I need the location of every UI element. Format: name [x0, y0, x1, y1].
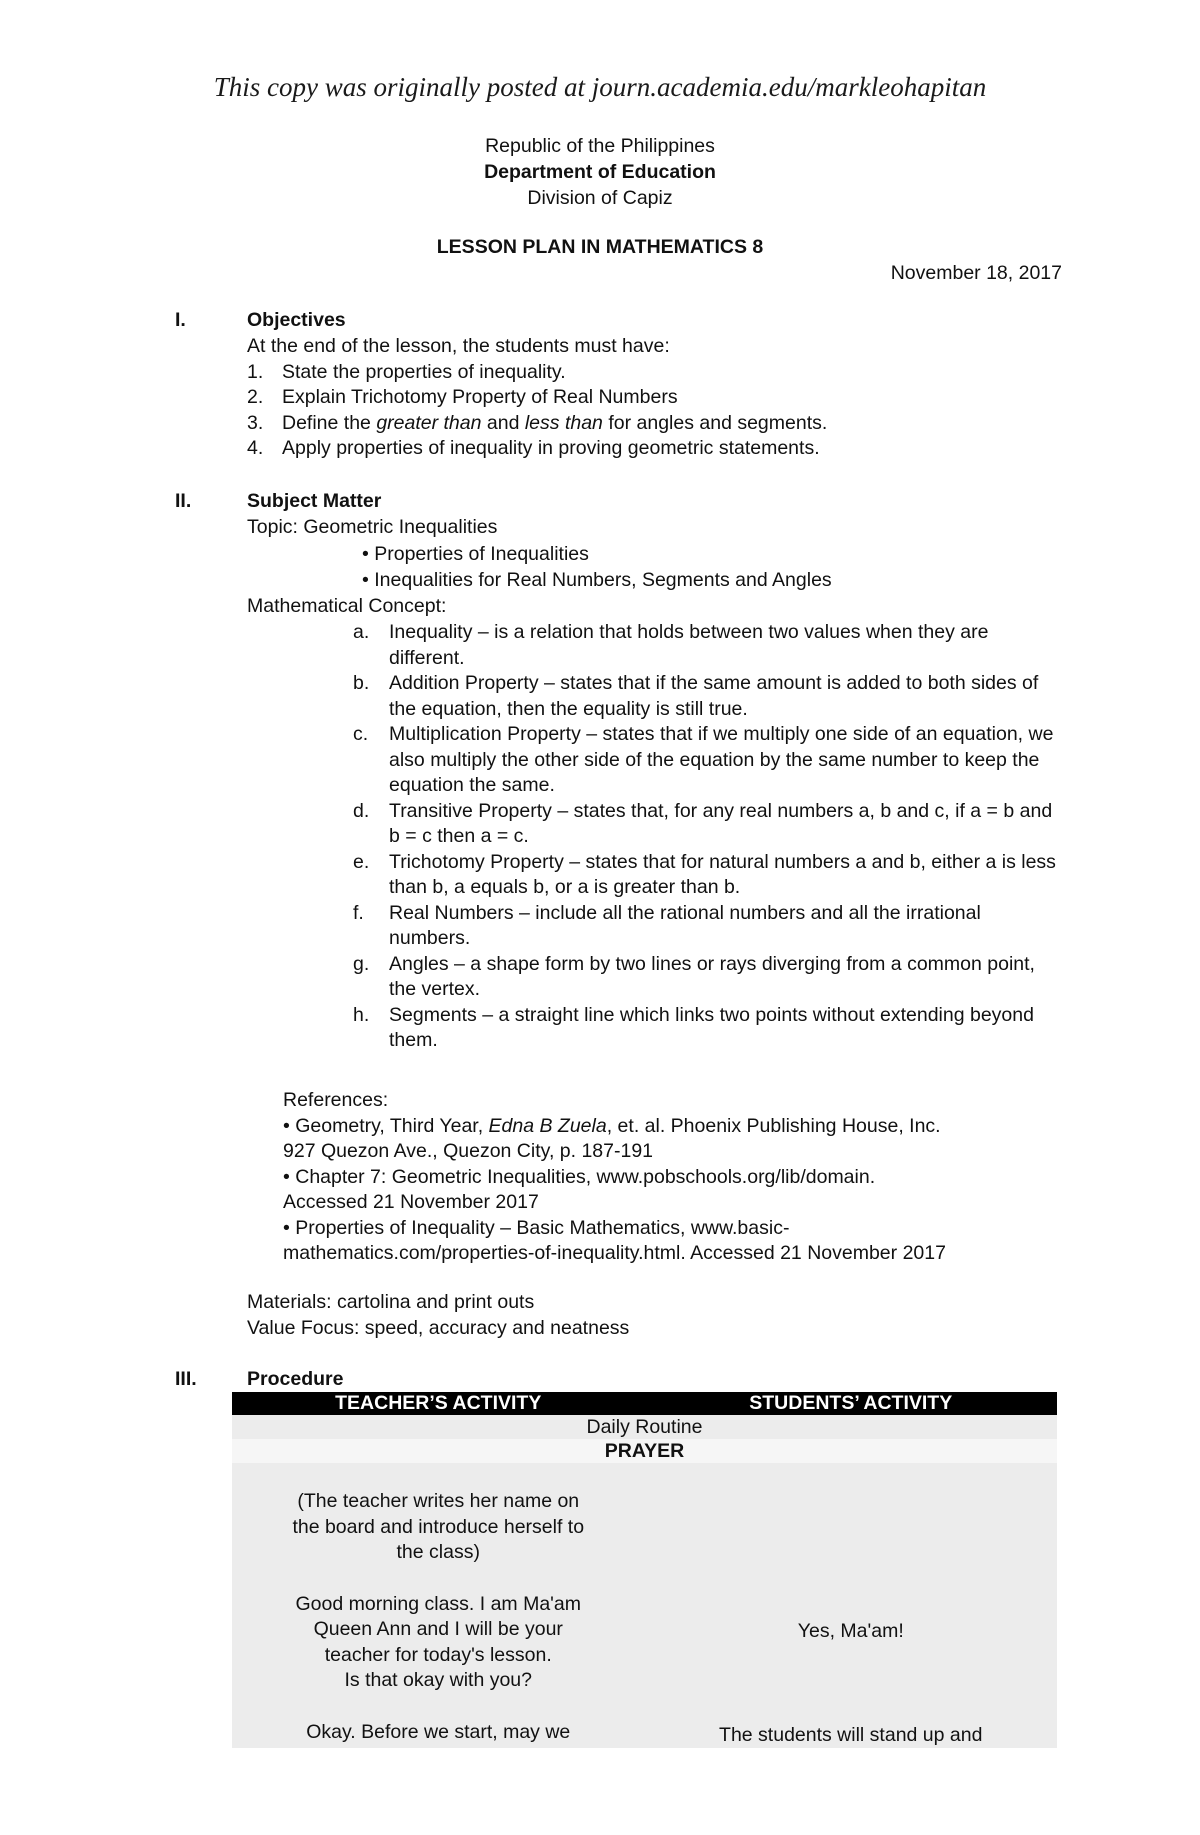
concept-item: c. Multiplication Property – states that if we multiply one side of an equation, we also multiply the other side of the equation by the same number to keep the equation the same.: [353, 723, 1054, 796]
topic-bullet-list: [247, 542, 1067, 594]
activity-row: [232, 1463, 1057, 1748]
value-focus-line: Value Focus: speed, accuracy and neatness: [247, 1316, 630, 1339]
students-activity-header: STUDENTS’ ACTIVITY: [645, 1392, 1058, 1415]
teacher-text-line: Okay. Before we start, may we: [306, 1720, 571, 1743]
concepts-list: [353, 620, 1065, 1054]
reference-item-line: 927 Quezon Ave., Quezon City, p. 187-191: [283, 1140, 654, 1162]
concept-heading: Mathematical Concept:: [247, 594, 447, 617]
lesson-date: November 18, 2017: [890, 262, 1062, 284]
topic-bullet: • Properties of Inequalities: [362, 542, 589, 565]
concept-item: d. Transitive Property – states that, for any real numbers a, b and c, if a = b and b = c then a = c.: [353, 799, 1053, 847]
document-header: [0, 133, 1200, 211]
teacher-text-line: (The teacher writes her name on: [297, 1490, 580, 1512]
concept-item: b. Addition Property – states that if the same amount is added to both sides of the equation, then the equality is still true.: [353, 672, 1039, 720]
references-block: [283, 1088, 1063, 1267]
teacher-activity-cell: [232, 1463, 645, 1748]
subject-number: II.: [175, 490, 192, 512]
objective-item: 1. State the properties of inequality.: [247, 360, 566, 383]
department-line: Department of Education: [484, 161, 716, 183]
division-line: Division of Capiz: [527, 187, 673, 209]
procedure-table-header: [232, 1392, 1057, 1415]
concept-item: e. Trichotomy Property – states that for natural numbers a and b, either a is less than b, a equals b, or a is greater than b.: [353, 850, 1056, 898]
reference-item: • Properties of Inequality – Basic Mathematics, www.basic-: [283, 1216, 790, 1239]
student-reply: Yes, Ma'am!: [797, 1620, 904, 1642]
daily-routine-cell: Daily Routine: [232, 1415, 1057, 1439]
objectives-block: [247, 334, 1067, 462]
reference-item: • Geometry, Third Year, Edna B Zuela, et. al. Phoenix Publishing House, Inc.: [283, 1114, 941, 1137]
objective-item: 2. Explain Trichotomy Property of Real Numbers: [247, 386, 678, 408]
teacher-activity-header: TEACHER’S ACTIVITY: [232, 1392, 645, 1415]
teacher-text-line: the board and introduce herself to: [292, 1515, 585, 1538]
procedure-number: III.: [175, 1368, 197, 1390]
watermark-text: This copy was originally posted at journ.academia.edu/markleohapitan: [213, 72, 987, 102]
objectives-heading: Objectives: [247, 309, 346, 331]
prayer-row: [232, 1439, 1057, 1463]
student-text-line: The students will stand up and: [719, 1723, 983, 1746]
topic-bullet: • Inequalities for Real Numbers, Segments and Angles: [362, 569, 832, 591]
objective-item: 4. Apply properties of inequality in proving geometric statements.: [247, 437, 820, 459]
materials-line: Materials: cartolina and print outs: [247, 1291, 535, 1313]
lesson-plan-title: LESSON PLAN IN MATHEMATICS 8: [436, 236, 764, 258]
prayer-cell: PRAYER: [232, 1439, 1057, 1463]
objectives-intro: At the end of the lesson, the students must have:: [247, 335, 670, 357]
topic-line: Topic: Geometric Inequalities: [247, 516, 498, 538]
subject-heading: Subject Matter: [247, 490, 382, 512]
reference-item: • Chapter 7: Geometric Inequalities, www.pobschools.org/lib/domain.: [283, 1165, 876, 1188]
concept-item: g. Angles – a shape form by two lines or rays diverging from a common point, the vertex.: [353, 952, 1035, 1000]
procedure-table: [232, 1392, 1057, 1748]
teacher-text-line: Is that okay with you?: [344, 1669, 533, 1691]
procedure-heading: Procedure: [247, 1368, 344, 1390]
materials-block: [247, 1290, 1067, 1341]
daily-routine-row: [232, 1415, 1057, 1439]
concept-item: f. Real Numbers – include all the rational numbers and all the irrational numbers.: [353, 901, 981, 949]
republic-line: Republic of the Philippines: [485, 135, 715, 157]
subject-topic-block: [247, 515, 1067, 619]
teacher-text-line: teacher for today's lesson.: [324, 1643, 552, 1666]
concept-item: h. Segments – a straight line which links two points without extending beyond them.: [353, 1003, 1034, 1051]
teacher-text-line: Good morning class. I am Ma'am: [295, 1592, 581, 1615]
concept-item: a. Inequality – is a relation that holds between two values when they are different.: [353, 621, 989, 669]
reference-item-line: Accessed 21 November 2017: [283, 1191, 539, 1213]
references-heading: References:: [283, 1089, 389, 1111]
reference-item-line: mathematics.com/properties-of-inequality.html. Accessed 21 November 2017: [283, 1242, 946, 1264]
objective-item: 3. Define the greater than and less than for angles and segments.: [247, 411, 828, 434]
objectives-list: [247, 360, 1067, 462]
teacher-text-line: the class): [396, 1541, 480, 1563]
teacher-text-line: Queen Ann and I will be your: [313, 1618, 563, 1640]
objectives-number: I.: [175, 309, 186, 331]
students-activity-cell: [645, 1463, 1058, 1748]
